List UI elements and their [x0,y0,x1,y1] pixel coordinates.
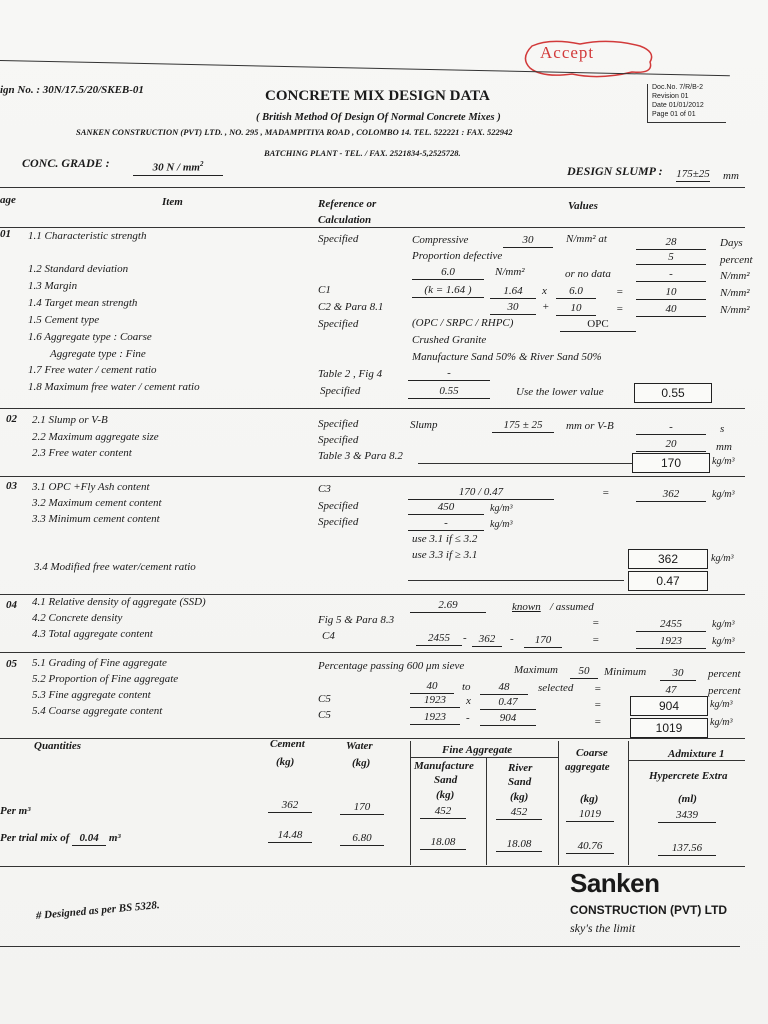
equals-sign: = [594,699,602,711]
slump-label: DESIGN SLUMP : [567,164,663,178]
stage2-item: 2.2 Maximum aggregate size [32,431,159,443]
company-tagline: sky's the limit [570,921,636,935]
test-days: 28 [636,236,706,250]
trial-admixture: 137.56 [658,842,716,856]
equals-sign: = [592,617,600,629]
stage1-ref: Specified [318,233,359,245]
stage4-rule [0,594,745,595]
target-b: 10 [556,302,596,316]
stage1-item: Aggregate type : Fine [50,348,146,360]
sd-value: 6.0 [412,266,484,280]
stage5-rule [0,652,745,653]
use-rule-1: use 3.1 if ≤ 3.2 [412,533,478,545]
assumed-label: / assumed [550,601,594,613]
header-sand: Sand [508,776,532,788]
header-river: River [508,762,533,774]
water-content-line [418,463,632,464]
header-manufacture: Manufacture [414,760,474,772]
stage1-item: 1.1 Characteristic strength [28,230,147,242]
maximum-label: Maximum [514,664,558,676]
trial-mix-label [0,832,121,846]
doc-no: Doc.No. 7/R/B-2 [652,84,703,91]
kgm-label: kg/m³ [712,489,735,500]
unit-coarse: (kg) [580,793,599,805]
relative-density: 2.69 [410,599,486,613]
stage2-ref: Specified [318,434,359,446]
fine-aggregate-box: 904 [630,696,708,716]
free-water-box: 170 [632,453,710,473]
stage3-item: 3.2 Maximum cement content [32,497,162,509]
company-name: CONSTRUCTION (PVT) LTD [570,903,728,917]
selected-label: selected [538,682,574,694]
equals-sign: = [616,303,624,315]
coarse-calc-a: 1923 [410,711,460,725]
unit-cement: (kg) [276,756,295,768]
kgm-label: kg/m³ [710,717,733,728]
stage2-ref: Specified [318,418,359,430]
known-label: known [512,601,541,613]
stage4-item: 4.3 Total aggregate content [32,628,153,640]
stage5-item: 5.3 Fine aggregate content [32,689,151,701]
vb-value: - [636,421,706,435]
minus-sign: - [466,712,470,724]
stage5-item: 5.4 Coarse aggregate content [32,705,163,717]
density-a: 2455 [416,632,462,646]
stage1-ref: Table 2 , Fig 4 [318,368,383,380]
page-subtitle: ( British Method Of Design Of Normal Concrete Mixes ) [256,112,501,123]
stage1-item: 1.4 Target mean strength [28,297,138,309]
nmm-label: N/mm² [720,287,750,299]
equals-sign: = [602,487,610,499]
stage2-rule [0,408,745,409]
trial-water: 6.80 [340,832,384,846]
col-reference: Reference or [318,198,377,210]
stage1-ref: C2 & Para 8.1 [318,301,384,313]
slump-value-2: 175 ± 25 [492,419,554,433]
kgm-label: kg/m³ [490,519,513,530]
compressive-label: Compressive [412,234,469,246]
density-c: 170 [524,634,562,648]
prop-defective-label: Proportion defective [412,250,503,262]
design-number: ign No. : 30N/17.5/20/SKEB-01 [0,84,144,96]
free-wc-value: - [408,367,490,381]
slump-value: 175±25 [676,168,710,180]
nmm-label: N/mm² [720,270,750,282]
header-sand: Sand [434,774,458,786]
trial-volume: 0.04 [72,832,106,846]
stage5-item: 5.1 Grading of Fine aggregate [32,657,167,669]
stage1-ref: Specified [320,385,361,397]
header-admixture: Admixture 1 [668,748,725,760]
doc-info-box [647,84,726,123]
coarse-calc-b: 904 [480,712,536,726]
per-m3-coarse: 1019 [566,808,614,822]
margin-value: 10 [636,286,706,300]
lower-value-note: Use the lower value [516,386,604,398]
coarse-aggregate-box: 1019 [630,718,708,738]
k-sd: 6.0 [556,285,596,299]
doc-page: Page 01 of 01 [652,111,696,118]
min-cement: - [408,517,484,531]
stage1-ref: C1 [318,284,331,296]
coarse-aggregate: Crushed Granite [412,334,487,346]
trial-cement: 14.48 [268,829,312,843]
kgm-label: kg/m³ [711,553,734,564]
header-water: Water [346,740,373,752]
max-wc-value: 0.55 [408,385,490,399]
equals-sign: = [594,716,602,728]
stage1-number: 01 [0,228,11,240]
stage5-ref: C5 [318,709,331,721]
sd-unit: N/mm² [495,266,525,278]
plus-sign: + [542,301,550,313]
max-cement: 450 [408,501,484,515]
per-m3-admixture: 3439 [658,809,716,823]
unit-river: (kg) [510,791,529,803]
stage5-number: 05 [6,658,17,670]
k-factor: (k = 1.64 ) [412,284,484,298]
cement-calc: 170 / 0.47 [408,486,554,500]
fine-agg-underline [410,757,558,758]
header-coarse: Coarse [576,747,608,759]
passing-label: Percentage passing 600 μm sieve [318,660,465,672]
grade-label: CONC. GRADE : [22,156,110,170]
times-sign: x [542,285,547,297]
per-m3-manufacture: 452 [420,805,466,819]
unit-manufacture: (kg) [436,789,455,801]
per-m3-water: 170 [340,801,384,815]
unit-water: (kg) [352,757,371,769]
stage3-item: 3.1 OPC +Fly Ash content [32,481,150,493]
stage1-item: 1.6 Aggregate type : Coarse [28,331,152,343]
quantities-bottom-rule [0,866,745,867]
percent-label: percent [708,668,741,680]
stage3-item: 3.3 Minimum cement content [32,513,160,525]
days-label: Days [720,237,743,249]
total-aggregate: 1923 [636,635,706,649]
proportion-high: 48 [480,681,528,695]
company-line: SANKEN CONSTRUCTION (PVT) LTD. , NO. 295 , MADAMPITIYA ROAD , COLOMBO 14. TEL. 522221 : FAX. 522942 [76,127,513,137]
slump-unit: mm [723,170,739,182]
col-values: Values [568,200,598,212]
cement-types: (OPC / SRPC / RHPC) [412,317,514,329]
mm-label: mm [716,441,732,453]
stage2-number: 02 [6,413,17,425]
stage3-item: 3.4 Modified free water/cement ratio [34,561,196,573]
cement-type-value: OPC [560,318,636,332]
per-m3-river: 452 [496,806,542,820]
stage3-ref: C3 [318,483,331,495]
k-value: 1.64 [490,285,536,299]
percent-label: percent [720,254,753,266]
max-passing: 50 [570,665,598,679]
fine-calc-a: 1923 [410,694,460,708]
stage1-item: 1.3 Margin [28,280,78,292]
density-b: 362 [472,633,502,647]
kgm-label: kg/m³ [490,503,513,514]
company-logo: Sanken [570,868,660,898]
fine-aggregate: Manufacture Sand 50% & River Sand 50% [412,351,602,363]
header-admixture-name: Hypercrete Extra [649,770,728,782]
prop-defective-value: 5 [636,251,706,265]
design-standard-note: # Designed as per BS 5328. [35,899,161,922]
kgm-label: kg/m³ [712,636,735,647]
stage4-ref: Fig 5 & Para 8.3 [318,614,395,626]
kgm-label: kg/m³ [710,699,733,710]
table-col-divider [410,741,411,865]
min-passing: 30 [660,667,696,681]
batching-line: BATCHING PLANT - TEL. / FAX. 2521834-5,2525728. [264,148,461,158]
stage2-item: 2.1 Slump or V-B [32,414,108,426]
equals-sign: = [616,286,624,298]
col-item: Item [162,196,183,208]
sd-dash: - [636,268,706,282]
use-rule-2: use 3.3 if ≥ 3.1 [412,549,478,561]
concrete-density: 2455 [636,618,706,632]
stage1-rule [0,227,745,228]
stage2-ref: Table 3 & Para 8.2 [318,450,403,462]
per-m3-label: Per m³ [0,805,31,817]
to-label: to [462,681,471,693]
stage5-ref: C5 [318,693,331,705]
header-fine: Fine Aggregate [442,744,513,756]
header-rule [0,187,745,188]
stage4-item: 4.1 Relative density of aggregate (SSD) [32,596,206,608]
quantities-top-rule [0,738,745,739]
stage1-item: 1.5 Cement type [28,314,100,326]
stage3-ref: Specified [318,500,359,512]
stage1-item: 1.8 Maximum free water / cement ratio [28,381,200,393]
stage4-number: 04 [6,599,17,611]
compressive-unit: N/mm² at [566,233,607,245]
stage4-ref: C4 [322,630,335,642]
max-agg-size: 20 [636,438,706,452]
trial-unit: m³ [108,832,121,844]
stage3-number: 03 [6,480,17,492]
equals-sign: = [592,634,600,646]
cement-content: 362 [636,488,706,502]
col-calculation: Calculation [318,214,372,226]
doc-revision: Revision 01 [652,93,689,100]
stage4-item: 4.2 Concrete density [32,612,123,624]
per-m3-cement: 362 [268,799,312,813]
times-sign: x [466,695,471,707]
stage3-ref: Specified [318,516,359,528]
col-stage: age [0,194,16,206]
header-aggregate: aggregate [565,761,610,773]
trial-coarse: 40.76 [566,840,614,854]
selected-proportion: 47 [636,684,706,698]
target-mean: 40 [636,303,706,317]
modified-wc-box: 0.47 [628,571,708,591]
stage1-item: 1.2 Standard deviation [28,263,129,275]
target-a: 30 [490,301,536,315]
grade-value-text: 30 N / mm [152,161,200,174]
minus-sign: - [463,632,467,644]
trial-river: 18.08 [496,838,542,852]
nmm-label: N/mm² [720,304,750,316]
slump-label-2: Slump [410,419,438,431]
stage3-rule [0,476,745,477]
table-col-divider [486,758,487,865]
stage1-ref: Specified [318,318,359,330]
trial-manufacture: 18.08 [420,836,466,850]
wc-ratio-box: 0.55 [634,383,712,403]
stage1-item: 1.7 Free water / cement ratio [28,364,157,376]
stamp-text: Accept [540,43,595,62]
compressive-value: 30 [503,234,553,248]
stage2-item: 2.3 Free water content [32,447,132,459]
page-title: CONCRETE MIX DESIGN DATA [265,88,490,104]
equals-sign: = [594,683,602,695]
bottom-border [0,946,740,947]
proportion-low: 40 [410,680,454,694]
mm-or-vb: mm or V-B [566,420,614,432]
no-data-label: or no data [565,268,611,280]
table-col-divider [558,741,559,865]
modified-line [408,580,624,581]
minus-sign: - [510,633,514,645]
minimum-label: Minimum [604,666,647,678]
grade-value: 30 N / $mm^2$ [133,158,223,176]
stage5-item: 5.2 Proportion of Fine aggregate [32,673,179,685]
unit-admixture: (ml) [678,793,697,805]
header-cement: Cement [270,738,305,750]
quantities-title: Quantities [34,740,82,752]
trial-mix-text: Per trial mix of [0,832,70,844]
fine-calc-b: 0.47 [480,696,536,710]
kgm-label: kg/m³ [712,619,735,630]
kgm-label: kg/m³ [712,456,735,467]
doc-date: Date 01/01/2012 [652,102,704,109]
cement-box: 362 [628,549,708,569]
seconds-label: s [720,423,725,435]
percent-label: percent [708,685,741,697]
